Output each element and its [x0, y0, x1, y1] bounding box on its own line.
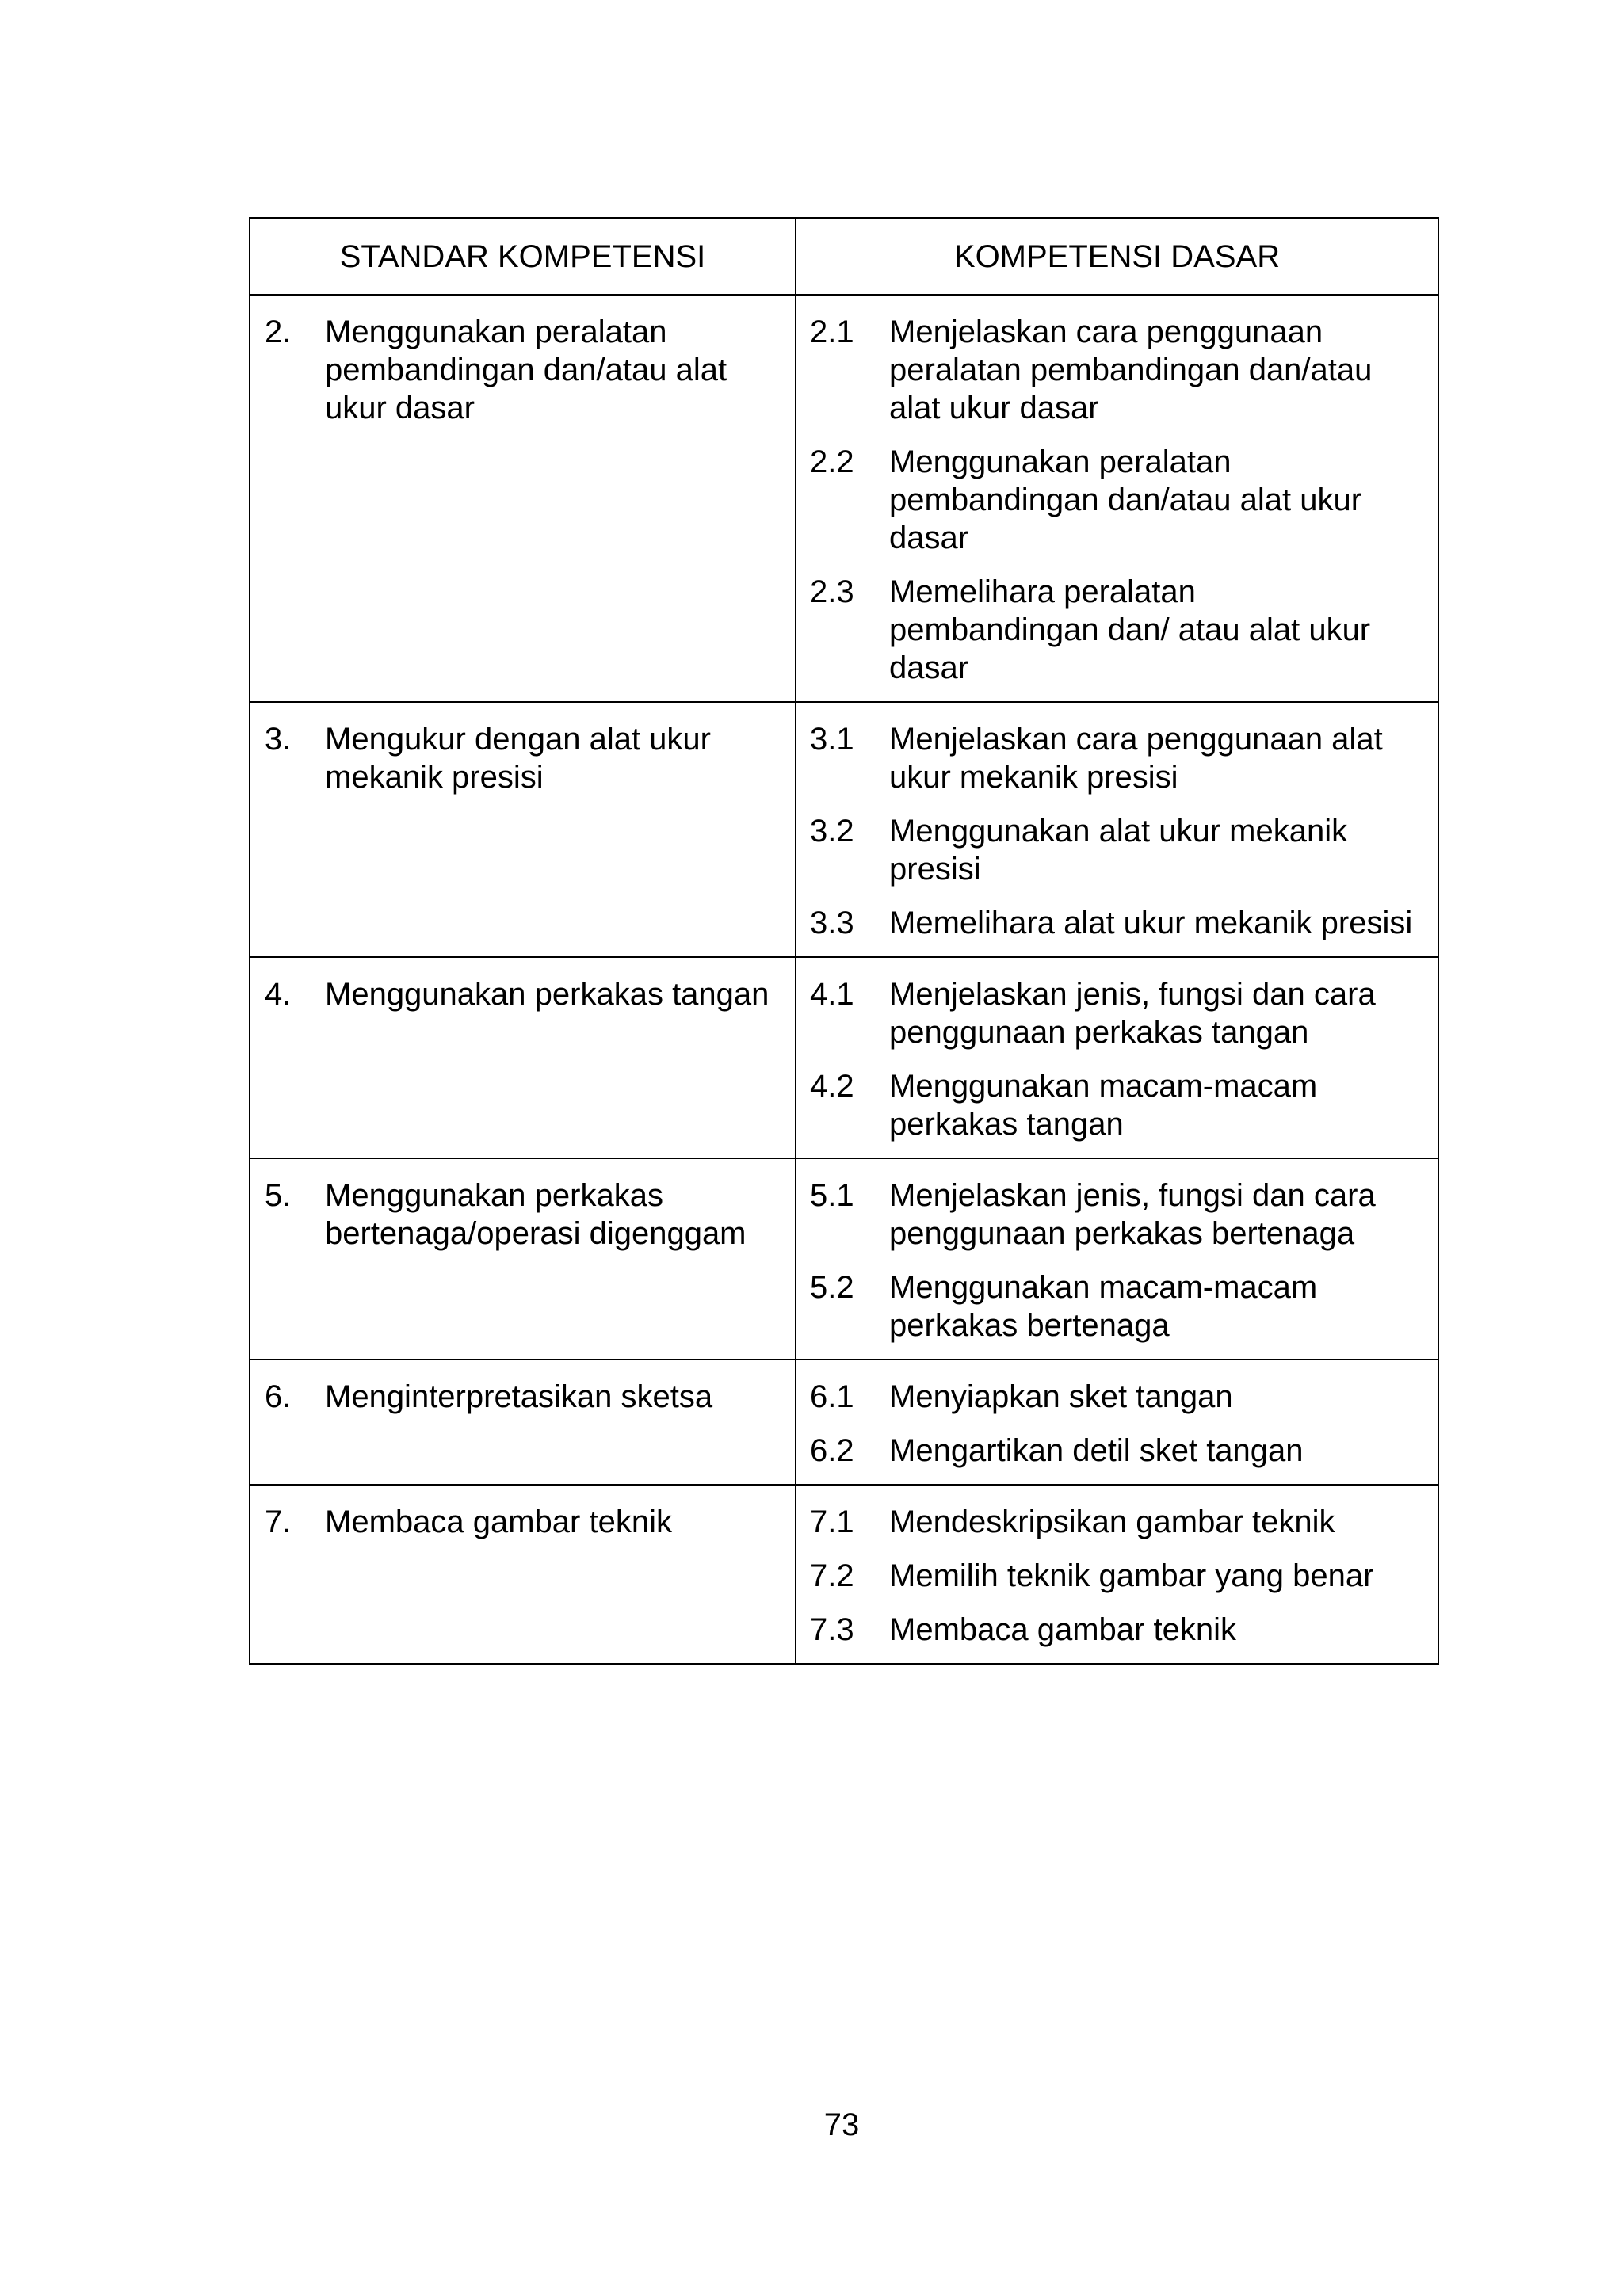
kompetensi-dasar-list: [796, 958, 1438, 1158]
header-standar-kompetensi: STANDAR KOMPETENSI: [250, 218, 796, 295]
kompetensi-dasar-cell: [796, 1485, 1438, 1664]
standar-kompetensi-text: Menginterpretasikan sketsa: [325, 1379, 713, 1414]
standar-kompetensi-number: 4.: [265, 977, 292, 1012]
standar-kompetensi-item: [250, 1159, 795, 1253]
table-row: [250, 295, 1438, 702]
competency-table: [249, 217, 1439, 1665]
kompetensi-dasar-list: [796, 1159, 1438, 1359]
standar-kompetensi-item: [250, 703, 795, 796]
kompetensi-dasar-cell: [796, 702, 1438, 957]
kompetensi-dasar-text: Mendeskripsikan gambar teknik: [889, 1505, 1335, 1539]
kompetensi-dasar-cell: [796, 295, 1438, 702]
kompetensi-dasar-text: Membaca gambar teknik: [889, 1612, 1236, 1647]
kompetensi-dasar-number: 3.3: [810, 906, 854, 940]
kompetensi-dasar-text: Mengartikan detil sket tangan: [889, 1433, 1304, 1468]
standar-kompetensi-item: [250, 296, 795, 427]
header-kompetensi-dasar: KOMPETENSI DASAR: [796, 218, 1438, 295]
kompetensi-dasar-text: Menggunakan macam-macam perkakas bertenaga: [889, 1270, 1318, 1343]
kompetensi-dasar-item: [810, 720, 1414, 796]
kompetensi-dasar-list: [796, 296, 1438, 701]
kompetensi-dasar-item: [810, 904, 1414, 942]
standar-kompetensi-number: 7.: [265, 1505, 292, 1539]
standar-kompetensi-text: Mengukur dengan alat ukur mekanik presisi: [325, 722, 711, 795]
kompetensi-dasar-item: [810, 313, 1414, 427]
standar-kompetensi-cell: [250, 702, 796, 957]
kompetensi-dasar-item: [810, 1503, 1414, 1541]
standar-kompetensi-number: 2.: [265, 315, 292, 349]
standar-kompetensi-number: 3.: [265, 722, 292, 757]
table-row: [250, 1485, 1438, 1664]
table-row: [250, 1360, 1438, 1485]
standar-kompetensi-cell: [250, 1158, 796, 1360]
kompetensi-dasar-item: [810, 443, 1414, 557]
standar-kompetensi-item: [250, 1360, 795, 1416]
kompetensi-dasar-text: Memelihara alat ukur mekanik presisi: [889, 906, 1413, 940]
standar-kompetensi-text: Menggunakan peralatan pembandingan dan/atau alat ukur dasar: [325, 315, 727, 425]
table-row: [250, 957, 1438, 1158]
standar-kompetensi-cell: [250, 957, 796, 1158]
standar-kompetensi-text: Menggunakan perkakas tangan: [325, 977, 769, 1012]
page-number: 73: [823, 2107, 860, 2142]
kompetensi-dasar-text: Menjelaskan jenis, fungsi dan cara penggunaan perkakas tangan: [889, 977, 1376, 1050]
kompetensi-dasar-number: 6.2: [810, 1433, 854, 1468]
kompetensi-dasar-text: Menggunakan macam-macam perkakas tangan: [889, 1069, 1318, 1142]
kompetensi-dasar-number: 7.3: [810, 1612, 854, 1647]
standar-kompetensi-item: [250, 1486, 795, 1541]
table-row: [250, 1158, 1438, 1360]
kompetensi-dasar-text: Menggunakan peralatan pembandingan dan/atau alat ukur dasar: [889, 444, 1362, 555]
kompetensi-dasar-cell: [796, 957, 1438, 1158]
standar-kompetensi-item: [250, 958, 795, 1013]
table-row: [250, 702, 1438, 957]
kompetensi-dasar-item: [810, 1067, 1414, 1143]
kompetensi-dasar-number: 3.2: [810, 814, 854, 849]
kompetensi-dasar-item: [810, 1268, 1414, 1344]
standar-kompetensi-text: Membaca gambar teknik: [325, 1505, 672, 1539]
kompetensi-dasar-number: 4.2: [810, 1069, 854, 1104]
standar-kompetensi-cell: [250, 295, 796, 702]
table-header-row: [250, 218, 1438, 295]
kompetensi-dasar-text: Memilih teknik gambar yang benar: [889, 1558, 1374, 1593]
kompetensi-dasar-number: 5.2: [810, 1270, 854, 1305]
kompetensi-dasar-number: 7.1: [810, 1505, 854, 1539]
kompetensi-dasar-number: 4.1: [810, 977, 854, 1012]
kompetensi-dasar-item: [810, 573, 1414, 687]
kompetensi-dasar-number: 3.1: [810, 722, 854, 757]
standar-kompetensi-number: 5.: [265, 1178, 292, 1213]
standar-kompetensi-cell: [250, 1360, 796, 1485]
kompetensi-dasar-number: 5.1: [810, 1178, 854, 1213]
kompetensi-dasar-cell: [796, 1158, 1438, 1360]
kompetensi-dasar-item: [810, 975, 1414, 1051]
kompetensi-dasar-item: [810, 1557, 1414, 1595]
kompetensi-dasar-number: 6.1: [810, 1379, 854, 1414]
standar-kompetensi-text: Menggunakan perkakas bertenaga/operasi digenggam: [325, 1178, 747, 1251]
kompetensi-dasar-text: Menyiapkan sket tangan: [889, 1379, 1233, 1414]
kompetensi-dasar-number: 2.3: [810, 574, 854, 609]
kompetensi-dasar-text: Menjelaskan cara penggunaan peralatan pembandingan dan/atau alat ukur dasar: [889, 315, 1373, 425]
standar-kompetensi-cell: [250, 1485, 796, 1664]
kompetensi-dasar-text: Memelihara peralatan pembandingan dan/ atau alat ukur dasar: [889, 574, 1371, 685]
kompetensi-dasar-text: Menggunakan alat ukur mekanik presisi: [889, 814, 1348, 887]
standar-kompetensi-number: 6.: [265, 1379, 292, 1414]
kompetensi-dasar-item: [810, 1378, 1414, 1416]
table-body: [250, 295, 1438, 1664]
kompetensi-dasar-number: 7.2: [810, 1558, 854, 1593]
kompetensi-dasar-list: [796, 703, 1438, 956]
kompetensi-dasar-number: 2.2: [810, 444, 854, 479]
kompetensi-dasar-cell: [796, 1360, 1438, 1485]
kompetensi-dasar-item: [810, 1432, 1414, 1470]
kompetensi-dasar-text: Menjelaskan jenis, fungsi dan cara penggunaan perkakas bertenaga: [889, 1178, 1376, 1251]
kompetensi-dasar-item: [810, 812, 1414, 888]
kompetensi-dasar-list: [796, 1360, 1438, 1484]
kompetensi-dasar-list: [796, 1486, 1438, 1663]
kompetensi-dasar-text: Menjelaskan cara penggunaan alat ukur mekanik presisi: [889, 722, 1383, 795]
kompetensi-dasar-item: [810, 1611, 1414, 1649]
kompetensi-dasar-item: [810, 1177, 1414, 1253]
kompetensi-dasar-number: 2.1: [810, 315, 854, 349]
